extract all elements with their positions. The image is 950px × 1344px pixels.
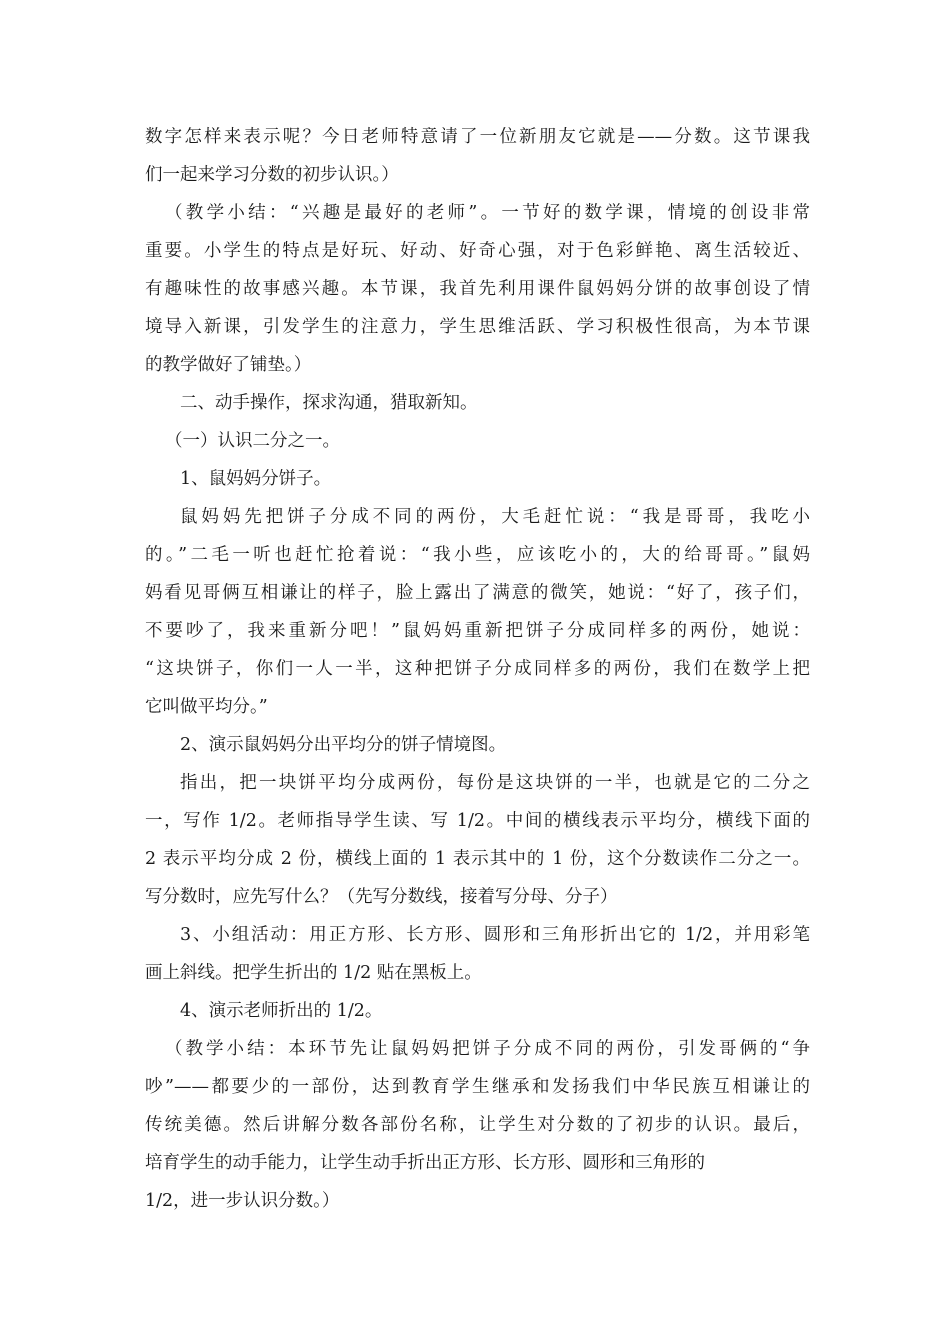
text-line: 画上斜线。把学生折出的 1/2 贴在黑板上。: [145, 963, 482, 983]
text-line: 吵”——都要少的一部份，达到教育学生继承和发扬我们中华民族互相谦让的: [145, 1077, 810, 1097]
text-line: 妈看见哥俩互相谦让的样子，脸上露出了满意的微笑，她说：“好了，孩子们，: [145, 583, 810, 603]
text-line: 1/2，进一步认识分数。）: [145, 1191, 340, 1211]
text-line: 传统美德。然后讲解分数各部份名称，让学生对分数的了初步的认识。最后，: [145, 1115, 810, 1135]
document-body: [145, 118, 810, 1220]
list-item-heading: 3、小组活动：用正方形、长方形、圆形和三角形折出它的 1/2，并用彩笔: [180, 925, 810, 945]
text-line: 不要吵了，我来重新分吧！”鼠妈妈重新把饼子分成同样多的两份，她说：: [145, 621, 810, 641]
text-line: 它叫做平均分。”: [145, 697, 268, 717]
text-line: 一，写作 1/2。老师指导学生读、写 1/2。中间的横线表示平均分，横线下面的: [145, 811, 810, 831]
subsection-heading: （一）认识二分之一。: [165, 431, 340, 451]
text-line: 指出，把一块饼平均分成两份，每份是这块饼的一半，也就是它的二分之: [180, 773, 810, 793]
text-line: 数字怎样来表示呢？今日老师特意请了一位新朋友它就是——分数。这节课我: [145, 127, 810, 147]
text-line: 2 表示平均分成 2 份，横线上面的 1 表示其中的 1 份，这个分数读作二分之一。: [145, 849, 810, 869]
text-line: 们一起来学习分数的初步认识。）: [145, 165, 399, 185]
text-line: “这块饼子，你们一人一半，这种把饼子分成同样多的两份，我们在数学上把: [145, 659, 810, 679]
text-line: 的。”二毛一听也赶忙抢着说：“我小些，应该吃小的，大的给哥哥。”鼠妈: [145, 545, 810, 565]
text-line: （教学小结：“兴趣是最好的老师”。一节好的数学课，情境的创设非常: [165, 203, 810, 223]
section-heading: 二、动手操作，探求沟通，猎取新知。: [180, 393, 478, 413]
text-line: （教学小结：本环节先让鼠妈妈把饼子分成不同的两份，引发哥俩的“争: [165, 1039, 810, 1059]
list-item-heading: 2、演示鼠妈妈分出平均分的饼子情境图。: [180, 735, 507, 755]
text-line: 培育学生的动手能力，让学生动手折出正方形、长方形、圆形和三角形的: [145, 1153, 705, 1173]
text-line: 写分数时，应先写什么？（先写分数线，接着写分母、分子）: [145, 887, 618, 907]
text-line: 鼠妈妈先把饼子分成不同的两份，大毛赶忙说：“我是哥哥，我吃小: [180, 507, 810, 527]
text-line: 有趣味性的故事感兴趣。本节课，我首先利用课件鼠妈妈分饼的故事创设了情: [145, 279, 810, 299]
text-line: 境导入新课，引发学生的注意力，学生思维活跃、学习积极性很高，为本节课: [145, 317, 810, 337]
text-line: 的教学做好了铺垫。）: [145, 355, 312, 375]
list-item-heading: 1、鼠妈妈分饼子。: [180, 469, 332, 489]
text-line: 重要。小学生的特点是好玩、好动、好奇心强，对于色彩鲜艳、离生活较近、: [145, 241, 810, 261]
list-item-heading: 4、演示老师折出的 1/2。: [180, 1001, 383, 1021]
